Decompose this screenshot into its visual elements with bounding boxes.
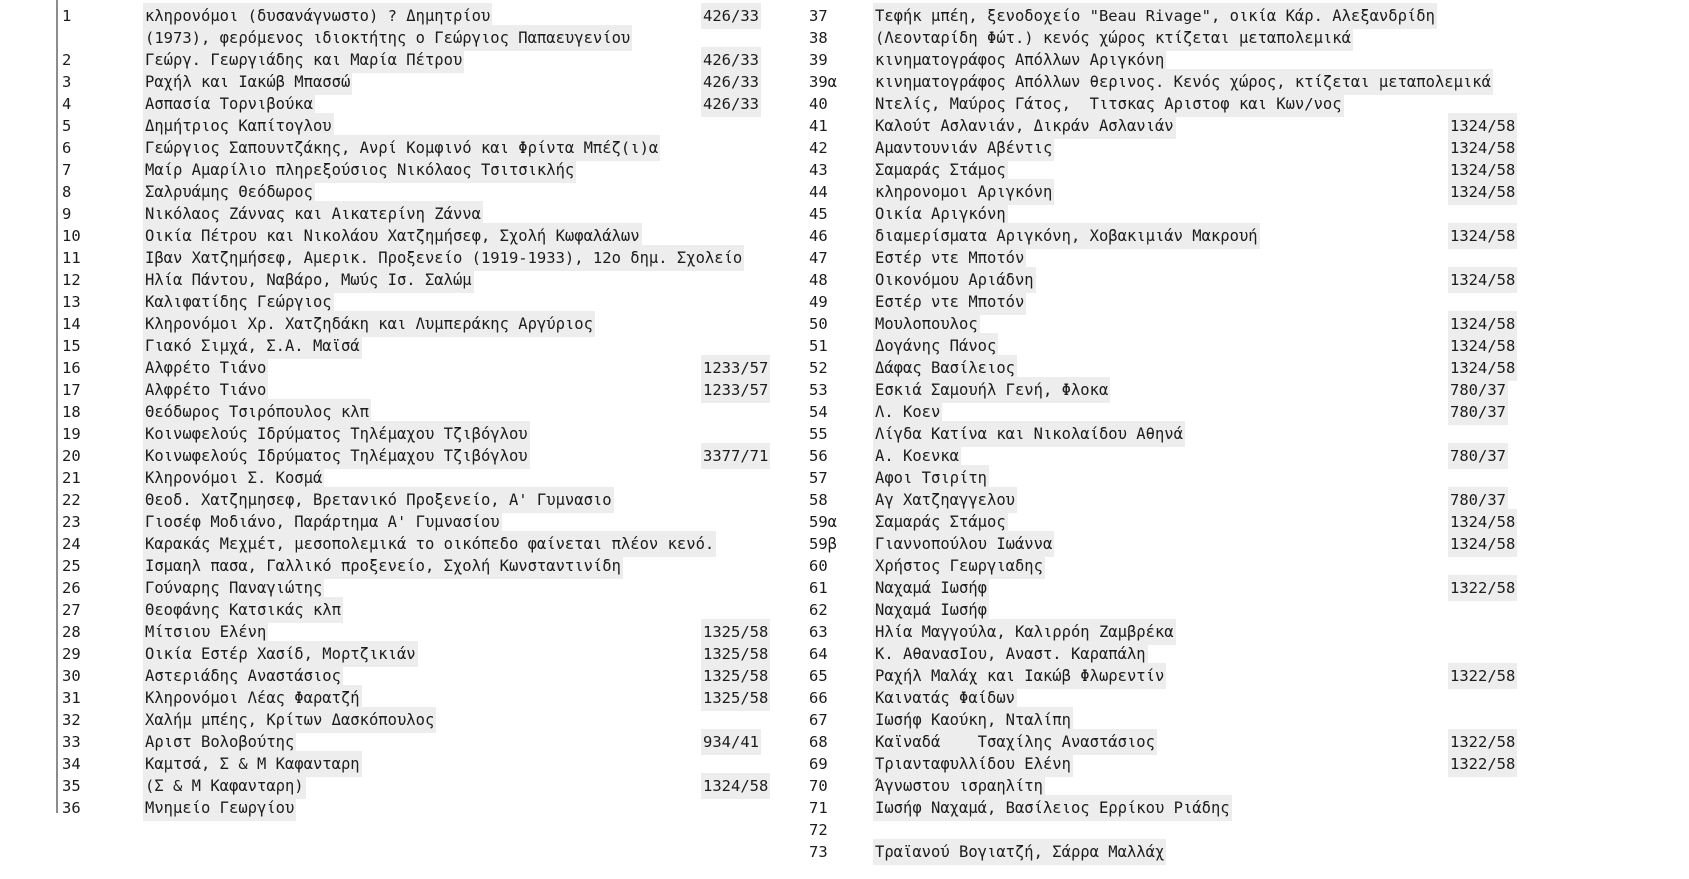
row-number: 51 <box>809 337 828 355</box>
row-number: 59α <box>809 513 837 531</box>
list-row <box>809 335 1539 357</box>
row-text: Γούναρης Παναγιώτης <box>145 579 323 597</box>
list-row <box>809 775 1539 797</box>
row-number: 64 <box>809 645 828 663</box>
row-text: Κληρονόμοι Σ. Κοσμά <box>145 469 323 487</box>
row-number: 36 <box>62 799 81 817</box>
row-ref: 1233/57 <box>703 381 769 399</box>
row-number: 30 <box>62 667 81 685</box>
list-row <box>62 313 772 335</box>
row-ref: 1325/58 <box>703 645 769 663</box>
row-ref: 3377/71 <box>703 447 769 465</box>
row-number: 59β <box>809 535 837 553</box>
list-row <box>62 27 772 49</box>
row-ref: 1322/58 <box>1450 755 1516 773</box>
row-number: 50 <box>809 315 828 333</box>
list-row <box>809 467 1539 489</box>
row-text: Χαλήμ μπέης, Κρίτων Δασκόπουλος <box>145 711 435 729</box>
row-number: 35 <box>62 777 81 795</box>
row-ref: 780/37 <box>1450 381 1506 399</box>
row-number: 7 <box>62 161 72 179</box>
row-text: Λίγδα Κατίνα και Νικολαίδου Αθηνά <box>875 425 1183 443</box>
row-ref: 1324/58 <box>1450 359 1516 377</box>
row-number: 16 <box>62 359 81 377</box>
row-text: Κοινωφελούς Ιδρύματος Τηλέμαχου Τζιβόγλου <box>145 425 528 443</box>
row-text: κληρονομοι Αριγκόνη <box>875 183 1053 201</box>
list-row <box>809 181 1539 203</box>
list-row <box>62 489 772 511</box>
row-ref: 1324/58 <box>1450 117 1516 135</box>
row-number: 37 <box>809 7 828 25</box>
list-row <box>809 731 1539 753</box>
row-number: 66 <box>809 689 828 707</box>
row-text: Μνημείο Γεωργίου <box>145 799 295 817</box>
row-text: Ραχήλ και Ιακώβ Μπασσώ <box>145 73 351 91</box>
row-number: 24 <box>62 535 81 553</box>
row-number: 8 <box>62 183 72 201</box>
row-number: 45 <box>809 205 828 223</box>
row-number: 56 <box>809 447 828 465</box>
row-text: Δογάνης Πάνος <box>875 337 997 355</box>
row-number: 5 <box>62 117 72 135</box>
list-row <box>62 181 772 203</box>
list-row <box>62 709 772 731</box>
list-row <box>62 159 772 181</box>
list-row <box>62 93 772 115</box>
row-text: Αλφρέτο Τιάνο <box>145 381 267 399</box>
left-margin-rule <box>56 0 58 813</box>
row-text: Αγ Χατζηαγγελου <box>875 491 1015 509</box>
row-number: 58 <box>809 491 828 509</box>
row-number: 31 <box>62 689 81 707</box>
row-number: 14 <box>62 315 81 333</box>
row-text: Ντελίς, Μαύρος Γάτος, Τιτσκας Αριστοφ και Κων/νος <box>875 95 1342 113</box>
row-number: 52 <box>809 359 828 377</box>
row-number: 17 <box>62 381 81 399</box>
row-number: 41 <box>809 117 828 135</box>
list-row <box>62 357 772 379</box>
row-text: Αλφρέτο Τιάνο <box>145 359 267 377</box>
list-row <box>62 753 772 775</box>
list-row <box>809 27 1539 49</box>
row-number: 60 <box>809 557 828 575</box>
row-ref: 1322/58 <box>1450 667 1516 685</box>
row-text: Οικονόμου Αριάδνη <box>875 271 1034 289</box>
list-row <box>809 269 1539 291</box>
row-number: 57 <box>809 469 828 487</box>
right-column <box>809 5 1539 863</box>
row-number: 38 <box>809 29 828 47</box>
row-ref: 1324/58 <box>1450 183 1516 201</box>
list-row <box>62 379 772 401</box>
row-number: 43 <box>809 161 828 179</box>
row-text: Α. Κοενκα <box>875 447 959 465</box>
row-text: Καμτσά, Σ & Μ Καφανταρη <box>145 755 360 773</box>
list-row <box>62 797 772 819</box>
row-text: Ραχήλ Μαλάχ και Ιακώβ Φλωρεντίν <box>875 667 1165 685</box>
list-row <box>62 49 772 71</box>
row-ref: 426/33 <box>703 51 759 69</box>
list-row <box>809 445 1539 467</box>
list-row <box>809 401 1539 423</box>
row-ref: 1325/58 <box>703 667 769 685</box>
row-number: 65 <box>809 667 828 685</box>
row-ref: 780/37 <box>1450 447 1506 465</box>
row-number: 48 <box>809 271 828 289</box>
row-text: (1973), φερόμενος ιδιοκτήτης ο Γεώργιος Παπαευγενίου <box>145 29 631 47</box>
row-text: Τραϊανού Βογιατζή, Σάρρα Μαλλάχ <box>875 843 1165 861</box>
row-text: Μίτσιου Ελένη <box>145 623 267 641</box>
row-ref: 934/41 <box>703 733 759 751</box>
row-text: Μαίρ Αμαρίλιο πληρεξούσιος Νικόλαος Τσιτσικλής <box>145 161 575 179</box>
row-number: 28 <box>62 623 81 641</box>
row-text: Οικία Πέτρου και Νικολάου Χατζημήσεφ, Σχολή Κωφαλάλων <box>145 227 640 245</box>
row-number: 61 <box>809 579 828 597</box>
list-row <box>809 49 1539 71</box>
row-text: Καλιφατίδης Γεώργιος <box>145 293 332 311</box>
row-number: 39 <box>809 51 828 69</box>
row-text: Άγνωστου ισραηλίτη <box>875 777 1043 795</box>
row-text: Μουλοπουλος <box>875 315 978 333</box>
row-number: 72 <box>809 821 828 839</box>
row-ref: 1324/58 <box>1450 535 1516 553</box>
row-text: Θεοφάνης Κατσικάς κλπ <box>145 601 341 619</box>
list-row <box>62 225 772 247</box>
list-row <box>809 643 1539 665</box>
row-text: Ιωσήφ Ναχαμά, Βασίλειος Ερρίκου Ριάδης <box>875 799 1230 817</box>
list-row <box>62 643 772 665</box>
row-text: Εσκιά Σαμουήλ Γενή, Φλοκα <box>875 381 1109 399</box>
row-text: Θεοδ. Χατζημησεφ, Βρετανικό Προξενείο, Α' Γυμνασιο <box>145 491 612 509</box>
list-row <box>809 247 1539 269</box>
row-number: 23 <box>62 513 81 531</box>
row-number: 49 <box>809 293 828 311</box>
list-row <box>809 137 1539 159</box>
list-row <box>62 511 772 533</box>
row-number: 39α <box>809 73 837 91</box>
row-number: 46 <box>809 227 828 245</box>
row-ref: 1322/58 <box>1450 733 1516 751</box>
row-ref: 1324/58 <box>1450 139 1516 157</box>
row-number: 1 <box>62 7 72 25</box>
row-text: Νικόλαος Ζάννας και Αικατερίνη Ζάννα <box>145 205 481 223</box>
list-row <box>809 357 1539 379</box>
row-text: Γιακό Σιμχά, Σ.Α. Μαϊσά <box>145 337 360 355</box>
row-number: 11 <box>62 249 81 267</box>
row-ref: 780/37 <box>1450 491 1506 509</box>
list-row <box>809 555 1539 577</box>
row-text: Γιαννοπούλου Ιωάννα <box>875 535 1053 553</box>
row-number: 69 <box>809 755 828 773</box>
row-number: 13 <box>62 293 81 311</box>
row-number: 70 <box>809 777 828 795</box>
row-ref: 1324/58 <box>703 777 769 795</box>
list-row <box>62 687 772 709</box>
list-row <box>809 225 1539 247</box>
row-number: 29 <box>62 645 81 663</box>
row-text: Δημήτριος Καπίτογλου <box>145 117 332 135</box>
list-row <box>62 467 772 489</box>
row-number: 26 <box>62 579 81 597</box>
row-ref: 1324/58 <box>1450 315 1516 333</box>
row-number: 73 <box>809 843 828 861</box>
row-text: κληρονόμοι (δυσανάγνωστο) ? Δημητρίου <box>145 7 491 25</box>
list-row <box>809 423 1539 445</box>
row-number: 18 <box>62 403 81 421</box>
row-number: 63 <box>809 623 828 641</box>
row-text: Θεόδωρος Τσιρόπουλος κλπ <box>145 403 369 421</box>
list-row <box>62 775 772 797</box>
row-ref: 1324/58 <box>1450 161 1516 179</box>
row-text: Εστέρ ντε Μποτόν <box>875 249 1025 267</box>
list-row <box>809 841 1539 863</box>
list-row <box>809 159 1539 181</box>
row-number: 3 <box>62 73 72 91</box>
row-text: Αριστ Βολοβούτης <box>145 733 295 751</box>
row-text: Αστεριάδης Αναστάσιος <box>145 667 341 685</box>
list-row <box>809 489 1539 511</box>
row-ref: 780/37 <box>1450 403 1506 421</box>
list-row <box>809 291 1539 313</box>
row-text: Δάφας Βασίλειος <box>875 359 1015 377</box>
list-row <box>62 401 772 423</box>
list-row <box>62 555 772 577</box>
row-text: Ισμαηλ πασα, Γαλλικό προξενείο, Σχολή Κωνσταντινίδη <box>145 557 621 575</box>
row-text: Αμαντουνιάν Αβέντις <box>875 139 1053 157</box>
list-row <box>62 423 772 445</box>
row-ref: 1322/58 <box>1450 579 1516 597</box>
row-number: 20 <box>62 447 81 465</box>
row-ref: 1324/58 <box>1450 271 1516 289</box>
row-text: Σαμαράς Στάμος <box>875 161 1006 179</box>
list-row <box>809 71 1539 93</box>
list-row <box>809 115 1539 137</box>
row-text: Καρακάς Μεχμέτ, μεσοπολεμικά το οικόπεδο φαίνεται πλέον κενό. <box>145 535 715 553</box>
list-row <box>62 137 772 159</box>
list-row <box>809 709 1539 731</box>
row-text: Γιοσέφ Μοδιάνο, Παράρτημα Α' Γυμνασίου <box>145 513 500 531</box>
row-text: Ιωσήφ Καούκη, Νταλίπη <box>875 711 1071 729</box>
list-row <box>809 533 1539 555</box>
list-row <box>62 599 772 621</box>
row-text: Κληρονόμοι Χρ. Χατζηδάκη και Λυμπεράκης Αργύριος <box>145 315 593 333</box>
row-number: 42 <box>809 139 828 157</box>
list-row <box>809 621 1539 643</box>
list-row <box>809 753 1539 775</box>
list-row <box>809 93 1539 115</box>
row-number: 62 <box>809 601 828 619</box>
row-number: 55 <box>809 425 828 443</box>
left-column <box>62 5 772 819</box>
list-row <box>62 291 772 313</box>
list-row <box>809 599 1539 621</box>
list-row <box>809 819 1539 841</box>
row-text: διαμερίσματα Αριγκόνη, Χοβακιμιάν Μακρουή <box>875 227 1258 245</box>
list-row <box>62 533 772 555</box>
row-number: 12 <box>62 271 81 289</box>
row-ref: 1324/58 <box>1450 227 1516 245</box>
list-row <box>809 687 1539 709</box>
row-text: (Λεονταρίδη Φώτ.) κενός χώρος κτίζεται μεταπολεμικά <box>875 29 1351 47</box>
list-row <box>809 203 1539 225</box>
row-text: Ναχαμά Ιωσήφ <box>875 601 987 619</box>
row-number: 21 <box>62 469 81 487</box>
row-text: Κοινωφελούς Ιδρύματος Τηλέμαχου Τζιβόγλου <box>145 447 528 465</box>
row-text: (Σ & Μ Καφανταρη) <box>145 777 304 795</box>
list-row <box>809 665 1539 687</box>
row-number: 71 <box>809 799 828 817</box>
list-row <box>62 731 772 753</box>
row-text: Καινατάς Φαίδων <box>875 689 1015 707</box>
row-number: 53 <box>809 381 828 399</box>
list-row <box>62 115 772 137</box>
row-text: Χρήστος Γεωργιαδης <box>875 557 1043 575</box>
list-row <box>62 445 772 467</box>
row-text: Κληρονόμοι Λέας Φαρατζή <box>145 689 360 707</box>
row-number: 67 <box>809 711 828 729</box>
row-text: Ιβαν Χατζημήσεφ, Αμερικ. Προξενείο (1919-1933), 12ο δημ. Σχολείο <box>145 249 743 267</box>
row-number: 54 <box>809 403 828 421</box>
row-number: 32 <box>62 711 81 729</box>
row-number: 25 <box>62 557 81 575</box>
row-text: Κ. ΑθανασΙου, Αναστ. Καραπάλη <box>875 645 1146 663</box>
row-text: κινηματογράφος Απόλλων θερινος. Κενός χώρος, κτίζεται μεταπολεμικά <box>875 73 1491 91</box>
row-text: κινηματογράφος Απόλλων Αριγκόνη <box>875 51 1165 69</box>
list-row <box>62 5 772 27</box>
list-row <box>62 335 772 357</box>
row-text: Αφοι Τσιρίτη <box>875 469 987 487</box>
list-row <box>62 71 772 93</box>
list-row <box>809 313 1539 335</box>
list-row <box>62 577 772 599</box>
row-ref: 1325/58 <box>703 689 769 707</box>
row-text: Λ. Κοεν <box>875 403 941 421</box>
row-text: Καλούτ Ασλανιάν, Δικράν Ασλανιάν <box>875 117 1174 135</box>
row-number: 33 <box>62 733 81 751</box>
row-number: 10 <box>62 227 81 245</box>
row-number: 9 <box>62 205 72 223</box>
row-text: Ηλία Πάντου, Ναβάρο, Μωύς Ισ. Σαλώμ <box>145 271 472 289</box>
row-text: Τριανταφυλλίδου Ελένη <box>875 755 1071 773</box>
row-text: Γεώργ. Γεωργιάδης και Μαρία Πέτρου <box>145 51 463 69</box>
row-number: 2 <box>62 51 72 69</box>
row-text: Οικία Εστέρ Χασίδ, Μορτζικιάν <box>145 645 416 663</box>
list-row <box>809 5 1539 27</box>
row-ref: 426/33 <box>703 7 759 25</box>
list-row <box>62 621 772 643</box>
row-ref: 426/33 <box>703 95 759 113</box>
row-text: Οικία Αριγκόνη <box>875 205 1006 223</box>
row-text: Ασπασία Τορνιβούκα <box>145 95 313 113</box>
row-text: Καϊναδά Τσαχίλης Αναστάσιος <box>875 733 1155 751</box>
row-number: 19 <box>62 425 81 443</box>
row-text: Σαλρυάμης Θεόδωρος <box>145 183 313 201</box>
row-ref: 426/33 <box>703 73 759 91</box>
row-text: Γεώργιος Σαπουντζάκης, Ανρί Κομφινό και Φρίντα Μπέζ(ι)α <box>145 139 659 157</box>
row-text: Εστέρ ντε Μποτόν <box>875 293 1025 311</box>
row-ref: 1324/58 <box>1450 513 1516 531</box>
row-text: Ναχαμά Ιωσήφ <box>875 579 987 597</box>
row-text: Ηλία Μαγγούλα, Καλιρρόη Ζαμβρέκα <box>875 623 1174 641</box>
row-number: 6 <box>62 139 72 157</box>
row-ref: 1324/58 <box>1450 337 1516 355</box>
row-number: 22 <box>62 491 81 509</box>
list-row <box>809 379 1539 401</box>
row-text: Τεφήκ μπέη, ξενοδοχείο "Beau Rivage", οικία Κάρ. Αλεξανδρίδη <box>875 7 1435 25</box>
row-number: 4 <box>62 95 72 113</box>
row-ref: 1325/58 <box>703 623 769 641</box>
row-number: 27 <box>62 601 81 619</box>
row-number: 40 <box>809 95 828 113</box>
list-row <box>809 577 1539 599</box>
row-number: 15 <box>62 337 81 355</box>
list-row <box>62 665 772 687</box>
list-row <box>809 511 1539 533</box>
row-text: Σαμαράς Στάμος <box>875 513 1006 531</box>
row-ref: 1233/57 <box>703 359 769 377</box>
list-row <box>62 269 772 291</box>
row-number: 34 <box>62 755 81 773</box>
list-row <box>62 247 772 269</box>
row-number: 47 <box>809 249 828 267</box>
row-number: 68 <box>809 733 828 751</box>
row-number: 44 <box>809 183 828 201</box>
list-row <box>62 203 772 225</box>
list-row <box>809 797 1539 819</box>
